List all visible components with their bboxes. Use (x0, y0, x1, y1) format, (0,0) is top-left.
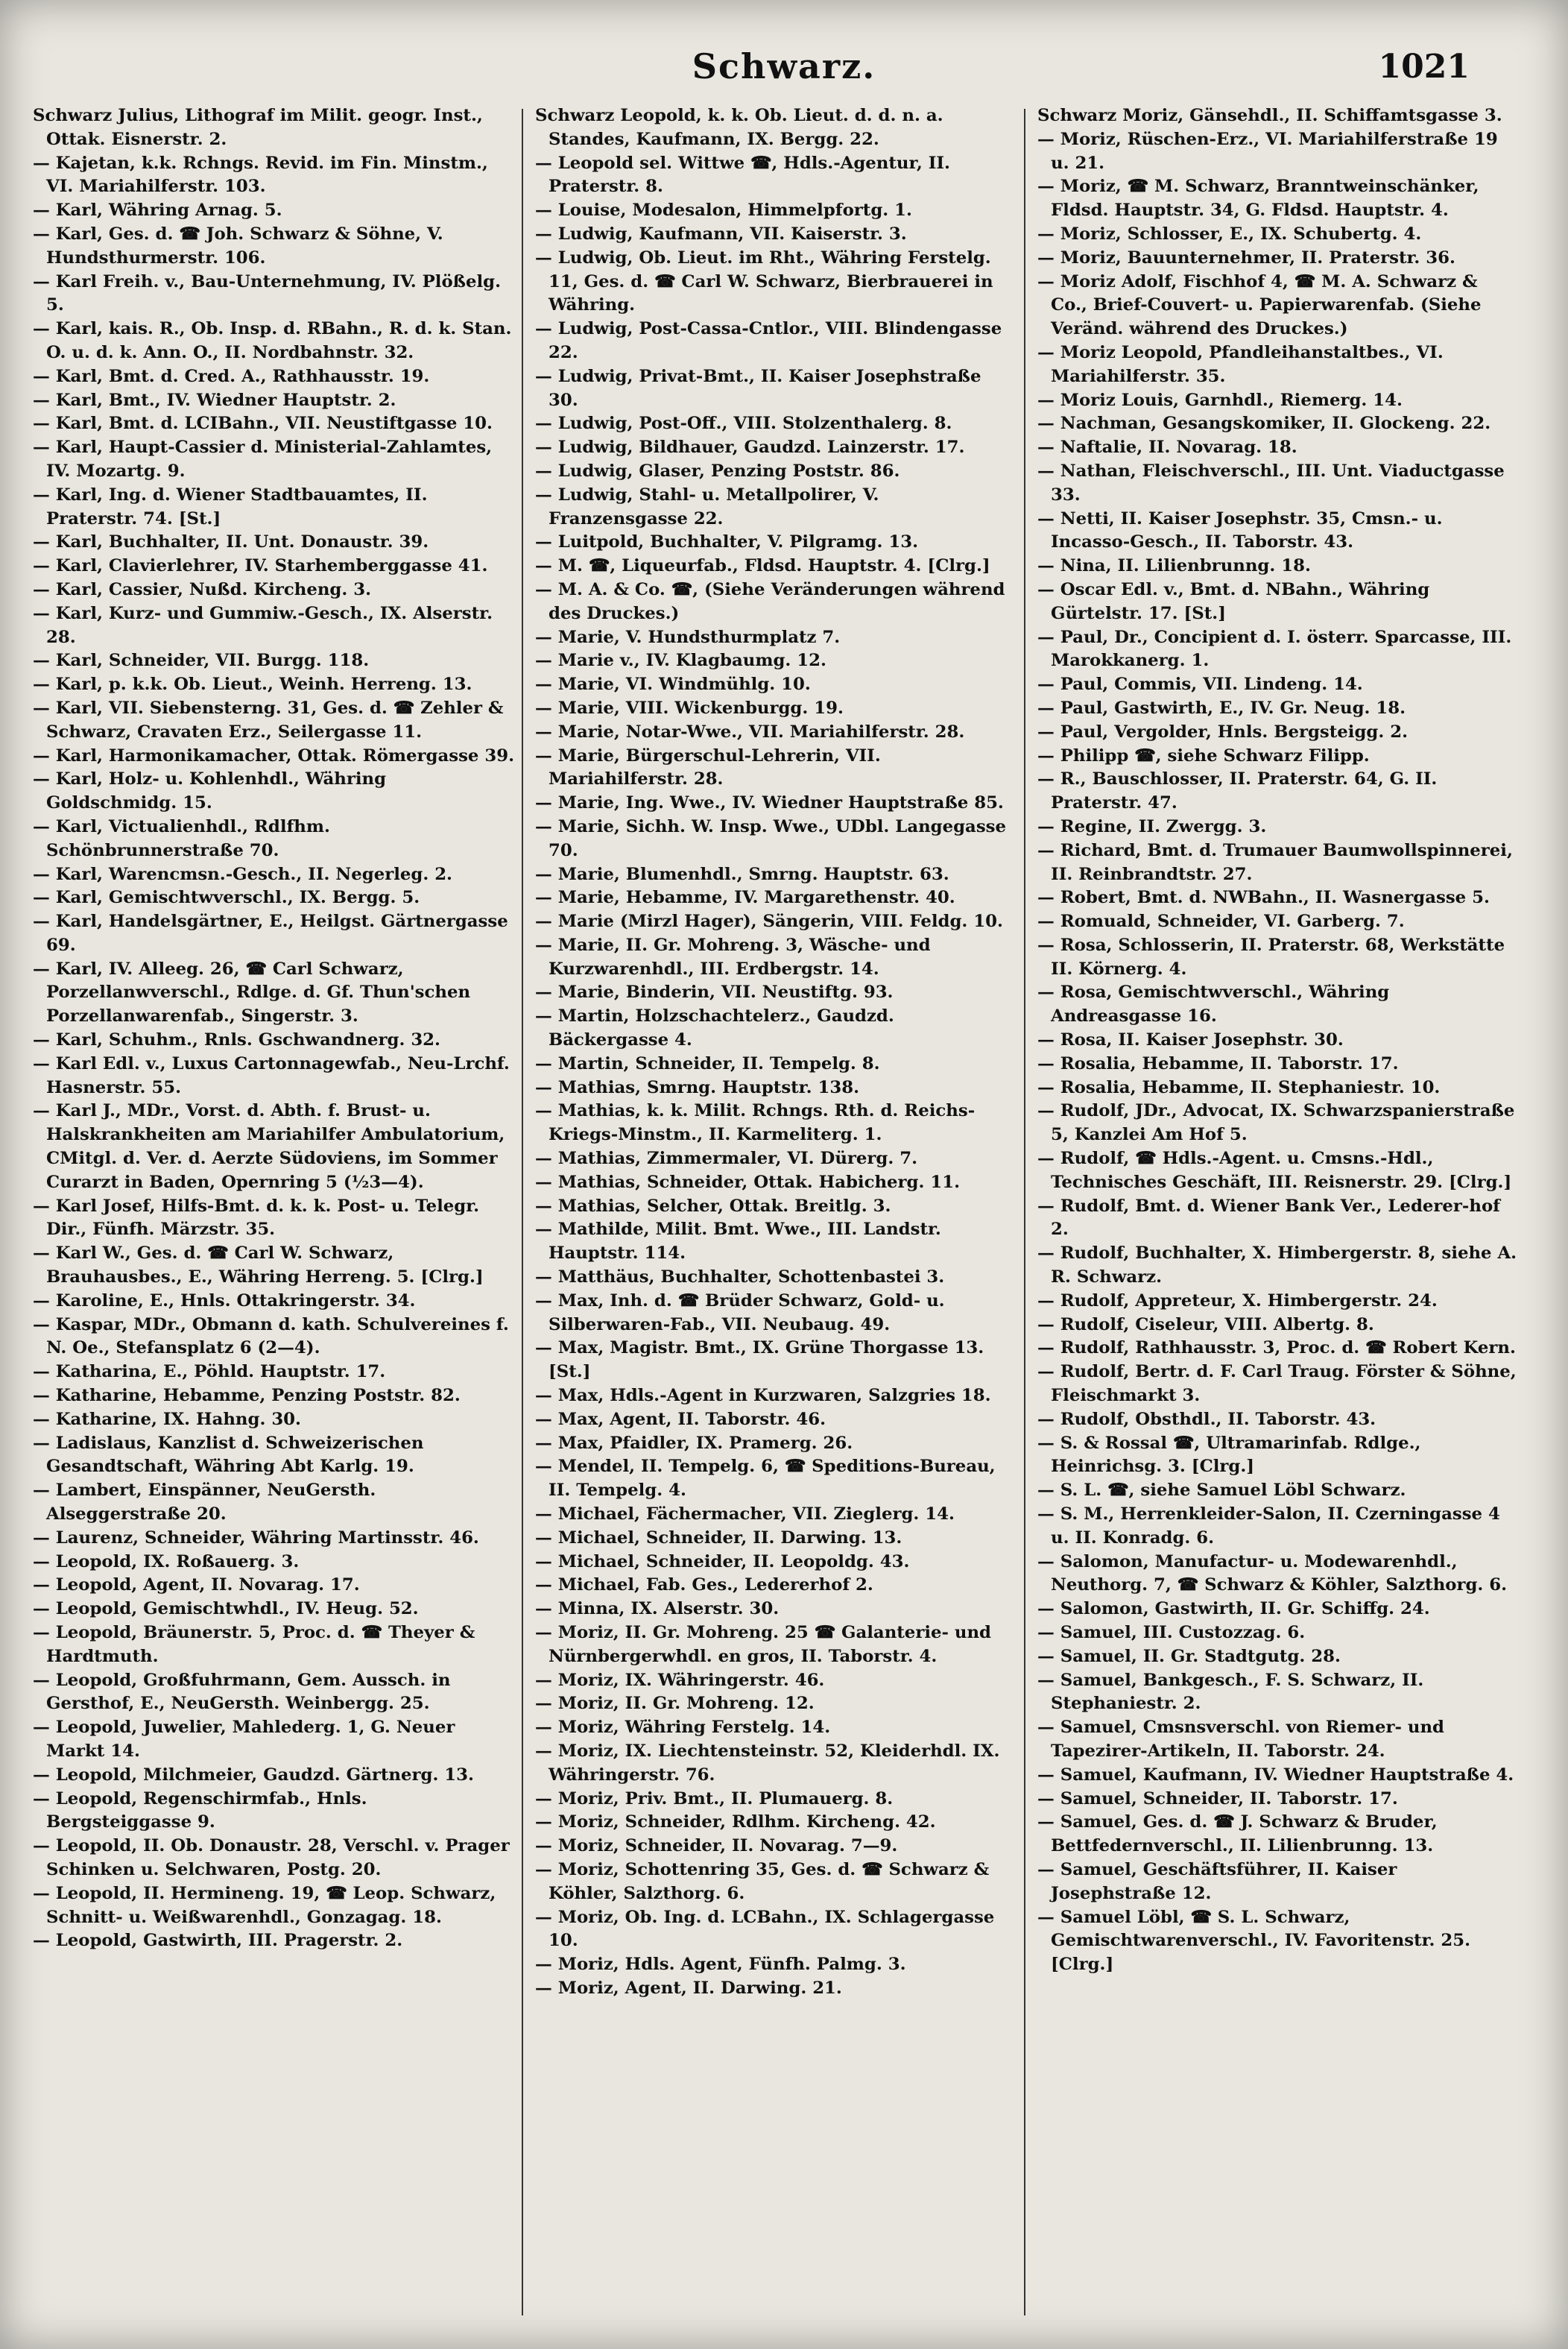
directory-entry: — Karl, Kurz- und Gummiw.-Gesch., IX. Alserstr. 28. (33, 603, 493, 647)
directory-entry: — Leopold, IX. Roßauerg. 3. (33, 1551, 300, 1571)
column-heading-entry: Schwarz Julius, Lithograf im Milit. geogr. Inst., Ottak. Eisnerstr. 2. (33, 106, 483, 149)
directory-entry: — Katharine, IX. Hahng. 30. (33, 1409, 301, 1429)
directory-entry: — Katharine, Hebamme, Penzing Poststr. 82. (33, 1386, 461, 1406)
directory-entry: — Karl, IV. Alleeg. 26, ☎ Carl Schwarz, Porzellanwverschl., Rdlge. d. Gf. Thun'schen Porzellanwarenfab., Singerstr. 3. (33, 959, 471, 1027)
directory-entry: — Paul, Gastwirth, E., IV. Gr. Neug. 18. (1037, 698, 1406, 718)
directory-entry: — Moriz, II. Gr. Mohreng. 25 ☎ Galanterie- und Nürnbergerwhdl. en gros, II. Taborstr. 4. (535, 1623, 991, 1666)
directory-entry: — Karl, Gemischtwverschl., IX. Bergg. 5. (33, 888, 420, 908)
directory-entry: — Karl, Ing. d. Wiener Stadtbauamtes, II. Praterstr. 74. [St.] (33, 485, 428, 529)
directory-entry: — Michael, Fächermacher, VII. Zieglerg. 14. (535, 1504, 955, 1525)
directory-entry: — Robert, Bmt. d. NWBahn., II. Wasnergasse 5. (1037, 888, 1490, 908)
directory-entry: — Marie, Hebamme, IV. Margarethenstr. 40. (535, 888, 955, 908)
directory-entry: — Karl, Harmonikamacher, Ottak. Römergasse 39. (33, 745, 515, 766)
directory-entry: — Netti, II. Kaiser Josephstr. 35, Cmsn.- u. Incasso-Gesch., II. Taborstr. 43. (1037, 508, 1443, 552)
directory-entry: — Ludwig, Post-Cassa-Cntlor., VIII. Blindengasse 22. (535, 319, 1002, 362)
column-heading-entry: Schwarz Moriz, Gänsehdl., II. Schiffamtsgasse 3. (1037, 106, 1502, 125)
directory-entry: — Leopold sel. Wittwe ☎, Hdls.-Agentur, II. Praterstr. 8. (535, 153, 950, 197)
directory-entry: — Karl, Bmt., IV. Wiedner Hauptstr. 2. (33, 390, 396, 410)
directory-entry: — Karl, Buchhalter, II. Unt. Donaustr. 39. (33, 532, 429, 552)
directory-entry: — Samuel Löbl, ☎ S. L. Schwarz, Gemischtwarenverschl., IV. Favoritenstr. 25. [Clrg.] (1037, 1907, 1471, 1975)
directory-entry: — Karoline, E., Hnls. Ottakringerstr. 34. (33, 1290, 416, 1311)
directory-entry: — Ladislaus, Kanzlist d. Schweizerischen Gesandtschaft, Währing Abt Karlg. 19. (33, 1433, 424, 1477)
directory-entry: — Leopold, Regenschirmfab., Hnls. Bergsteiggasse 9. (33, 1788, 367, 1832)
directory-entry: — Moriz Louis, Garnhdl., Riemerg. 14. (1037, 390, 1403, 410)
directory-entry: — Marie, VIII. Wickenburgg. 19. (535, 698, 844, 718)
directory-entry: — Leopold, Gastwirth, III. Pragerstr. 2. (33, 1931, 403, 1951)
directory-entry: — Mathias, Schneider, Ottak. Habicherg. 11. (535, 1172, 961, 1192)
directory-entry: — Karl, Ges. d. ☎ Joh. Schwarz & Söhne, V. Hundsthurmerstr. 106. (33, 224, 443, 268)
directory-entry: — Moriz, II. Gr. Mohreng. 12. (535, 1694, 815, 1714)
directory-entry: — Rosalia, Hebamme, II. Stephaniestr. 10. (1037, 1077, 1441, 1097)
directory-entry: — Nina, II. Lilienbrunng. 18. (1037, 556, 1311, 576)
directory-entry: — Max, Magistr. Bmt., IX. Grüne Thorgasse 13. [St.] (535, 1338, 984, 1382)
directory-entry: — Rosa, Schlosserin, II. Praterstr. 68, Werkstätte II. Körnerg. 4. (1037, 935, 1505, 979)
directory-entry: — Karl J., MDr., Vorst. d. Abth. f. Brust- u. Halskrankheiten am Mariahilfer Ambulatorium, CMitgl. d. Ver. d. Aerzte Südoviens, im Sommer Curarzt in Baden, Opernring 5 (½3—4). (33, 1101, 505, 1192)
directory-entry: — Marie, V. Hundsthurmplatz 7. (535, 627, 841, 647)
directory-entry: — Moriz, Schottenring 35, Ges. d. ☎ Schwarz & Köhler, Salzthorg. 6. (535, 1859, 990, 1903)
directory-entry: — M. ☎, Liqueurfab., Fldsd. Hauptstr. 4. [Clrg.] (535, 556, 990, 576)
directory-entry: — Samuel, Cmsnsverschl. von Riemer- und Tapezirer-Artikeln, II. Taborstr. 24. (1037, 1718, 1444, 1761)
directory-entry: — Salomon, Manufactur- u. Modewarenhdl., Neuthorg. 7, ☎ Schwarz & Köhler, Salzthorg. 6. (1037, 1551, 1508, 1595)
directory-entry: — Ludwig, Glaser, Penzing Poststr. 86. (535, 461, 900, 481)
directory-entry: — Karl, Victualienhdl., Rdlfhm. Schönbrunnerstraße 70. (33, 816, 330, 860)
directory-entry: — Mathias, Smrng. Hauptstr. 138. (535, 1077, 859, 1097)
directory-entry: — Rudolf, ☎ Hdls.-Agent. u. Cmsns.-Hdl., Technisches Geschäft, III. Reisnerstr. 29. [Clrg.] (1037, 1149, 1512, 1192)
directory-entry: — Michael, Fab. Ges., Ledererhof 2. (535, 1575, 873, 1595)
directory-entry: — Philipp ☎, siehe Schwarz Filipp. (1037, 745, 1370, 766)
directory-entry: — Samuel, III. Custozzag. 6. (1037, 1623, 1306, 1642)
directory-entry: — Ludwig, Privat-Bmt., II. Kaiser Josephstraße 30. (535, 366, 981, 410)
directory-entry: — Marie, Binderin, VII. Neustiftg. 93. (535, 983, 894, 1003)
directory-entry: — Karl, Bmt. d. Cred. A., Rathhausstr. 19. (33, 366, 430, 386)
directory-entry: — Paul, Vergolder, Hnls. Bergsteigg. 2. (1037, 722, 1409, 742)
directory-entry: — Leopold, Bräunerstr. 5, Proc. d. ☎ Theyer & Hardtmuth. (33, 1623, 475, 1666)
directory-entry: — Samuel, Bankgesch., F. S. Schwarz, II. Stephaniestr. 2. (1037, 1670, 1424, 1714)
directory-entry: — Rudolf, Appreteur, X. Himbergerstr. 24. (1037, 1290, 1438, 1311)
directory-entry: — S. L. ☎, siehe Samuel Löbl Schwarz. (1037, 1481, 1406, 1501)
directory-entry: — Moriz Leopold, Pfandleihanstaltbes., VI. Mariahilferstr. 35. (1037, 342, 1444, 386)
directory-entry: — Naftalie, II. Novarag. 18. (1037, 438, 1297, 458)
directory-entry: — Leopold, II. Ob. Donaustr. 28, Verschl. v. Prager Schinken u. Selchwaren, Postg. 20. (33, 1836, 510, 1879)
directory-entry: — Marie, Bürgerschul-Lehrerin, VII. Mariahilferstr. 28. (535, 745, 881, 789)
directory-entry: — Karl, Handelsgärtner, E., Heilgst. Gärtnergasse 69. (33, 912, 508, 955)
directory-entry: — Samuel, Kaufmann, IV. Wiedner Hauptstraße 4. (1037, 1765, 1514, 1785)
directory-entry: — Romuald, Schneider, VI. Garberg. 7. (1037, 912, 1405, 932)
directory-entry: — Mathias, Selcher, Ottak. Breitlg. 3. (535, 1196, 891, 1216)
directory-entry: — Salomon, Gastwirth, II. Gr. Schiffg. 24. (1037, 1599, 1430, 1619)
directory-entry: — Michael, Schneider, II. Darwing. 13. (535, 1527, 902, 1548)
directory-entry: — Moriz, Ob. Ing. d. LCBahn., IX. Schlagergasse 10. (535, 1907, 995, 1951)
directory-entry: — Karl Edl. v., Luxus Cartonnagewfab., Neu-Lrchf. Hasnerstr. 55. (33, 1053, 510, 1097)
directory-entry: — Rudolf, Bertr. d. F. Carl Traug. Förster & Söhne, Fleischmarkt 3. (1037, 1362, 1517, 1406)
directory-entry: — Ludwig, Stahl- u. Metallpolirer, V. Franzensgasse 22. (535, 485, 879, 529)
page-header (0, 46, 1568, 98)
directory-entry: — Karl, kais. R., Ob. Insp. d. RBahn., R. d. k. Stan. O. u. d. k. Ann. O., II. Nordbahnstr. 32. (33, 319, 512, 362)
directory-entry: — Paul, Dr., Concipient d. I. österr. Sparcasse, III. Marokkanerg. 1. (1037, 627, 1512, 671)
running-title: Schwarz. (692, 46, 876, 86)
directory-entry: — Karl, Cassier, Nußd. Kircheng. 3. (33, 579, 372, 599)
directory-entry: — Moriz, Agent, II. Darwing. 21. (535, 1978, 842, 1998)
directory-entry: — Karl Freih. v., Bau-Unternehmung, IV. Plößelg. 5. (33, 271, 502, 315)
directory-entry: — Leopold, Juwelier, Mahlederg. 1, G. Neuer Markt 14. (33, 1718, 455, 1761)
directory-entry: — Nachman, Gesangskomiker, II. Glockeng. 22. (1037, 414, 1491, 434)
directory-entry: — Karl, Schneider, VII. Burgg. 118. (33, 651, 370, 671)
directory-entry: — Mendel, II. Tempelg. 6, ☎ Speditions-Bureau, II. Tempelg. 4. (535, 1457, 996, 1501)
directory-entry: — Leopold, II. Hermineng. 19, ☎ Leop. Schwarz, Schnitt- u. Weißwarenhdl., Gonzagag. 18. (33, 1883, 496, 1927)
directory-entry: — Marie, Sichh. W. Insp. Wwe., UDbl. Langegasse 70. (535, 816, 1006, 860)
directory-entry: — S. M., Herrenkleider-Salon, II. Czerningasse 4 u. II. Konradg. 6. (1037, 1504, 1500, 1548)
column-heading-entry: Schwarz Leopold, k. k. Ob. Lieut. d. d. n. a. Standes, Kaufmann, IX. Bergg. 22. (535, 106, 943, 149)
directory-entry: — Rosalia, Hebamme, II. Taborstr. 17. (1037, 1053, 1399, 1073)
column-3 (1030, 104, 1522, 2326)
directory-entry: — Moriz, IX. Liechtensteinstr. 52, Kleiderhdl. IX. Währingerstr. 76. (535, 1741, 1000, 1785)
directory-entry: — Moriz, IX. Währingerstr. 46. (535, 1670, 825, 1690)
column-divider (522, 109, 523, 2315)
directory-entry: — Samuel, Geschäftsführer, II. Kaiser Josephstraße 12. (1037, 1859, 1397, 1903)
directory-entry: — Rudolf, Bmt. d. Wiener Bank Ver., Lederer-hof 2. (1037, 1196, 1500, 1240)
page-number: 1021 (1378, 48, 1470, 86)
directory-entry: — R., Bauschlosser, II. Praterstr. 64, G. II. Praterstr. 47. (1037, 769, 1438, 813)
directory-entry: — Marie, Blumenhdl., Smrng. Hauptstr. 63. (535, 864, 949, 884)
directory-entry: — Samuel, II. Gr. Stadtgutg. 28. (1037, 1646, 1341, 1666)
directory-entry: — Minna, IX. Alserstr. 30. (535, 1599, 780, 1619)
directory-entry: — Leopold, Großfuhrmann, Gem. Aussch. in Gersthof, E., NeuGersth. Weinbergg. 25. (33, 1670, 451, 1714)
directory-entry: — Samuel, Ges. d. ☎ J. Schwarz & Bruder, Bettfedernverschl., II. Lilienbrunng. 13. (1037, 1812, 1438, 1856)
directory-entry: — Paul, Commis, VII. Lindeng. 14. (1037, 675, 1363, 695)
directory-entry: — Ludwig, Ob. Lieut. im Rht., Währing Ferstelg. 11, Ges. d. ☎ Carl W. Schwarz, Bierbrauerei in Währing. (535, 247, 993, 315)
directory-entry: — Max, Hdls.-Agent in Kurzwaren, Salzgries 18. (535, 1386, 991, 1406)
directory-entry: — Karl Josef, Hilfs-Bmt. d. k. k. Post- u. Telegr. Dir., Fünfh. Märzstr. 35. (33, 1196, 480, 1240)
directory-entry: — Marie (Mirzl Hager), Sängerin, VIII. Feldg. 10. (535, 912, 1003, 932)
directory-entry: — Rudolf, Obsthdl., II. Taborstr. 43. (1037, 1409, 1376, 1429)
directory-entry: — Max, Pfaidler, IX. Pramerg. 26. (535, 1433, 853, 1453)
directory-entry: — Karl, Clavierlehrer, IV. Starhemberggasse 41. (33, 556, 488, 576)
directory-entry: — Rudolf, JDr., Advocat, IX. Schwarzspanierstraße 5, Kanzlei Am Hof 5. (1037, 1101, 1515, 1145)
directory-entry: — Ludwig, Post-Off., VIII. Stolzenthalerg. 8. (535, 414, 952, 434)
directory-entry: — Karl, p. k.k. Ob. Lieut., Weinh. Herreng. 13. (33, 675, 472, 695)
directory-entry: — Max, Agent, II. Taborstr. 46. (535, 1409, 826, 1429)
directory-entry: — Mathilde, Milit. Bmt. Wwe., III. Landstr. Hauptstr. 114. (535, 1220, 941, 1264)
directory-entry: — Lambert, Einspänner, NeuGersth. Alseggerstraße 20. (33, 1481, 376, 1525)
directory-entry: — Luitpold, Buchhalter, V. Pilgramg. 13. (535, 532, 919, 552)
directory-entry: — Richard, Bmt. d. Trumauer Baumwollspinnerei, II. Reinbrandtstr. 27. (1037, 840, 1513, 884)
column-2 (528, 104, 1019, 2326)
directory-entry: — Rudolf, Rathhausstr. 3, Proc. d. ☎ Robert Kern. (1037, 1338, 1516, 1358)
directory-entry: — Rosa, Gemischtwverschl., Währing Andreasgasse 16. (1037, 983, 1390, 1027)
directory-entry: — Louise, Modesalon, Himmelpfortg. 1. (535, 201, 912, 221)
directory-entry: — Michael, Schneider, II. Leopoldg. 43. (535, 1551, 910, 1571)
directory-entry: — Oscar Edl. v., Bmt. d. NBahn., Währing Gürtelstr. 17. [St.] (1037, 579, 1430, 623)
column-1 (25, 104, 517, 2326)
directory-entry: — Ludwig, Kaufmann, VII. Kaiserstr. 3. (535, 224, 907, 244)
directory-entry: — Kajetan, k.k. Rchngs. Revid. im Fin. Minstm., VI. Mariahilferstr. 103. (33, 153, 488, 197)
directory-entry: — Moriz, Bauunternehmer, II. Praterstr. 36. (1037, 247, 1455, 268)
directory-entry: — Karl W., Ges. d. ☎ Carl W. Schwarz, Brauhausbes., E., Währing Herreng. 5. [Clrg.] (33, 1243, 484, 1287)
directory-entry: — Marie, VI. Windmühlg. 10. (535, 675, 811, 695)
directory-entry: — Karl, Währing Arnag. 5. (33, 201, 282, 221)
directory-entry: — Nathan, Fleischverschl., III. Unt. Viaductgasse 33. (1037, 461, 1505, 505)
directory-entry: — Moriz, Rüschen-Erz., VI. Mariahilferstraße 19 u. 21. (1037, 129, 1498, 173)
directory-entry: — Mathias, Zimmermaler, VI. Dürerg. 7. (535, 1149, 918, 1169)
directory-entry: — Rudolf, Buchhalter, X. Himbergerstr. 8, siehe A. R. Schwarz. (1037, 1243, 1517, 1287)
directory-entry: — Matthäus, Buchhalter, Schottenbastei 3. (535, 1267, 945, 1287)
directory-entry: — Moriz, Priv. Bmt., II. Plumauerg. 8. (535, 1788, 894, 1809)
directory-entry: — Katharina, E., Pöhld. Hauptstr. 17. (33, 1362, 386, 1382)
directory-entry: — S. & Rossal ☎, Ultramarinfab. Rdlge., Heinrichsg. 3. [Clrg.] (1037, 1433, 1421, 1477)
directory-entry: — Marie, II. Gr. Mohreng. 3, Wäsche- und Kurzwarenhdl., III. Erdbergstr. 14. (535, 935, 931, 979)
directory-entry: — Kaspar, MDr., Obmann d. kath. Schulvereines f. N. Oe., Stefansplatz 6 (2—4). (33, 1314, 509, 1358)
directory-entry: — Moriz, Währing Ferstelg. 14. (535, 1718, 831, 1738)
directory-entry: — Ludwig, Bildhauer, Gaudzd. Lainzerstr. 17. (535, 438, 965, 458)
directory-entry: — Laurenz, Schneider, Währing Martinsstr. 46. (33, 1527, 479, 1548)
directory-entry: — Moriz, Hdls. Agent, Fünfh. Palmg. 3. (535, 1955, 906, 1975)
directory-entry: — Mathias, k. k. Milit. Rchngs. Rth. d. Reichs-Kriegs-Minstm., II. Karmeliterg. 1. (535, 1101, 976, 1145)
directory-entry: — Karl, Holz- u. Kohlenhdl., Währing Goldschmidg. 15. (33, 769, 387, 813)
directory-entry: — Leopold, Gemischtwhdl., IV. Heug. 52. (33, 1599, 419, 1619)
directory-entry: — Martin, Holzschachtelerz., Gaudzd. Bäckergasse 4. (535, 1006, 894, 1050)
directory-entry: — Marie, Ing. Wwe., IV. Wiedner Hauptstraße 85. (535, 793, 1004, 813)
directory-entry: — M. A. & Co. ☎, (Siehe Veränderungen während des Druckes.) (535, 579, 1005, 623)
directory-entry: — Moriz, ☎ M. Schwarz, Branntweinschänker, Fldsd. Hauptstr. 34, G. Fldsd. Hauptstr. 4. (1037, 177, 1479, 221)
directory-entry: — Regine, II. Zwergg. 3. (1037, 816, 1267, 836)
directory-entry: — Samuel, Schneider, II. Taborstr. 17. (1037, 1788, 1398, 1809)
directory-entry: — Karl, VII. Siebensterng. 31, Ges. d. ☎ Zehler & Schwarz, Cravaten Erz., Seilergasse 11. (33, 698, 504, 742)
directory-entry: — Moriz, Schneider, Rdlhm. Kircheng. 42. (535, 1812, 936, 1832)
directory-entry: — Leopold, Milchmeier, Gaudzd. Gärtnerg. 13. (33, 1765, 474, 1785)
directory-entry: — Karl, Haupt-Cassier d. Ministerial-Zahlamtes, IV. Mozartg. 9. (33, 438, 493, 481)
column-divider (1024, 109, 1025, 2315)
directory-entry: — Leopold, Agent, II. Novarag. 17. (33, 1575, 360, 1595)
directory-entry: — Karl, Schuhm., Rnls. Gschwandnerg. 32. (33, 1030, 440, 1050)
directory-entry: — Karl, Bmt. d. LCIBahn., VII. Neustiftgasse 10. (33, 414, 493, 434)
directory-entry: — Marie v., IV. Klagbaumg. 12. (535, 651, 826, 671)
directory-entry: — Moriz, Schlosser, E., IX. Schubertg. 4. (1037, 224, 1422, 244)
directory-entry: — Marie, Notar-Wwe., VII. Mariahilferstr. 28. (535, 722, 965, 742)
directory-entry: — Moriz, Schneider, II. Novarag. 7—9. (535, 1836, 898, 1856)
directory-entry: — Moriz Adolf, Fischhof 4, ☎ M. A. Schwarz & Co., Brief-Couvert- u. Papierwarenfab. (Siehe Veränd. während des Druckes.) (1037, 271, 1482, 339)
directory-entry: — Karl, Warencmsn.-Gesch., II. Negerleg. 2. (33, 864, 452, 884)
directory-entry: — Rosa, II. Kaiser Josephstr. 30. (1037, 1030, 1344, 1050)
directory-entry: — Martin, Schneider, II. Tempelg. 8. (535, 1053, 880, 1073)
directory-entry: — Max, Inh. d. ☎ Brüder Schwarz, Gold- u. Silberwaren-Fab., VII. Neubaug. 49. (535, 1290, 945, 1334)
columns (25, 104, 1532, 2326)
directory-entry: — Rudolf, Ciseleur, VIII. Albertg. 8. (1037, 1314, 1374, 1334)
